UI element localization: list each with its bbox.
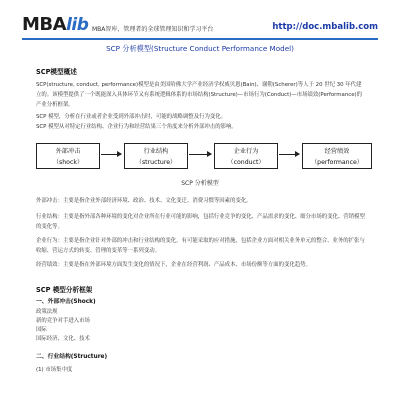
body-paragraph: 外部冲击：主要是指企业外部经济环境、政治、技术、文化变迁、消费习惯等因素的变化。 [36, 198, 252, 204]
subsection-heading-structure: 二、行业结构(Structure) [36, 354, 108, 360]
diagram-box-label: 企业行为 [233, 148, 259, 155]
diagram-box-sublabel: （conduct） [227, 159, 265, 166]
scp-flow-diagram [34, 141, 374, 171]
overview-paragraph: SCP 模型，分析在行业或者企业受到外部冲击时，可能的战略调整及行为变化。 [36, 114, 227, 120]
diagram-box-sublabel: （performance） [310, 159, 363, 166]
flow-arrow-icon [279, 154, 299, 155]
logo-accent-text: lib [66, 15, 89, 35]
diagram-box-sublabel: （structure） [135, 159, 177, 166]
list-item: 新的竞争对手进入市场 [36, 318, 90, 324]
diagram-box-conduct [214, 143, 278, 169]
body-paragraph: 行业结构：主要是指外部各种环境的变化对企业所在行业可能的影响，包括行业竞争的变化、产品需求的变化、细分市场的变化、营销模型的变化等。 [36, 214, 365, 230]
diagram-box-performance [302, 143, 372, 169]
list-item: 国际经济、文化、技术 [36, 336, 90, 342]
subsection-heading-shock: 一、外部冲击(Shock) [36, 299, 96, 305]
mbalib-logo [22, 14, 88, 36]
header-url-link[interactable]: http://doc.mbalib.com [272, 22, 378, 32]
list-item: 国际 [36, 327, 47, 333]
diagram-box-label: 外部冲击 [55, 148, 81, 155]
diagram-caption: SCP 分析模型 [181, 180, 219, 187]
flow-arrow-icon [189, 154, 211, 155]
diagram-box-label: 经营绩效 [324, 148, 350, 155]
body-paragraph: 经营绩效：主要是指在外部环境方面发生变化的情况下，企业在经营利润、产品成本、市场份额等方面的变化趋势。 [36, 262, 311, 268]
section-heading-analysis: SCP 模型分析框架 [36, 286, 93, 294]
diagram-box-label: 行业结构 [143, 148, 169, 155]
section-heading-overview: SCP模型概述 [36, 68, 77, 76]
diagram-box-shock [36, 143, 100, 169]
structure-list [36, 366, 72, 375]
diagram-box-structure [124, 143, 188, 169]
list-item: (1) 市场集中度 [36, 367, 73, 373]
page-header [22, 14, 378, 44]
overview-paragraph: SCP 模型从对特定行业结构、企业行为和经营结果三个角度来分析外部冲击的影响。 [36, 124, 237, 130]
header-tagline: MBA智库，管理者的全球管理知识和学习平台 [92, 26, 214, 33]
overview-paragraph: SCP(structure, conduct, performance)模型是由美国哈佛大学产业经济学权威贝恩(Bain)、谢勒(Scherer)等人于 20 世纪 30 年代建立的。该模型提供了一个既能深入具体环节又有系统逻辑体系的市场结构(Structure)—市场行为(Conduct)—市场绩效(Performance)的产业分析框架。 [36, 82, 363, 108]
document-title: SCP 分析模型(Structure Conduct Performance Model) [106, 44, 294, 53]
header-divider [22, 38, 378, 40]
logo-main-text: MBA [22, 14, 67, 35]
flow-arrow-icon [101, 154, 121, 155]
diagram-box-sublabel: （shock） [52, 159, 84, 166]
list-item: 政策法规 [36, 309, 58, 315]
shock-list [36, 308, 90, 344]
body-paragraph: 企业行为：主要是指企业针对外部的冲击和行业结构的变化，有可能采取的应对措施，包括企业方面对相关业务单元的整合、业务的扩张与收缩、营运方式的转变、管理的变革等一系列变动。 [36, 238, 365, 254]
